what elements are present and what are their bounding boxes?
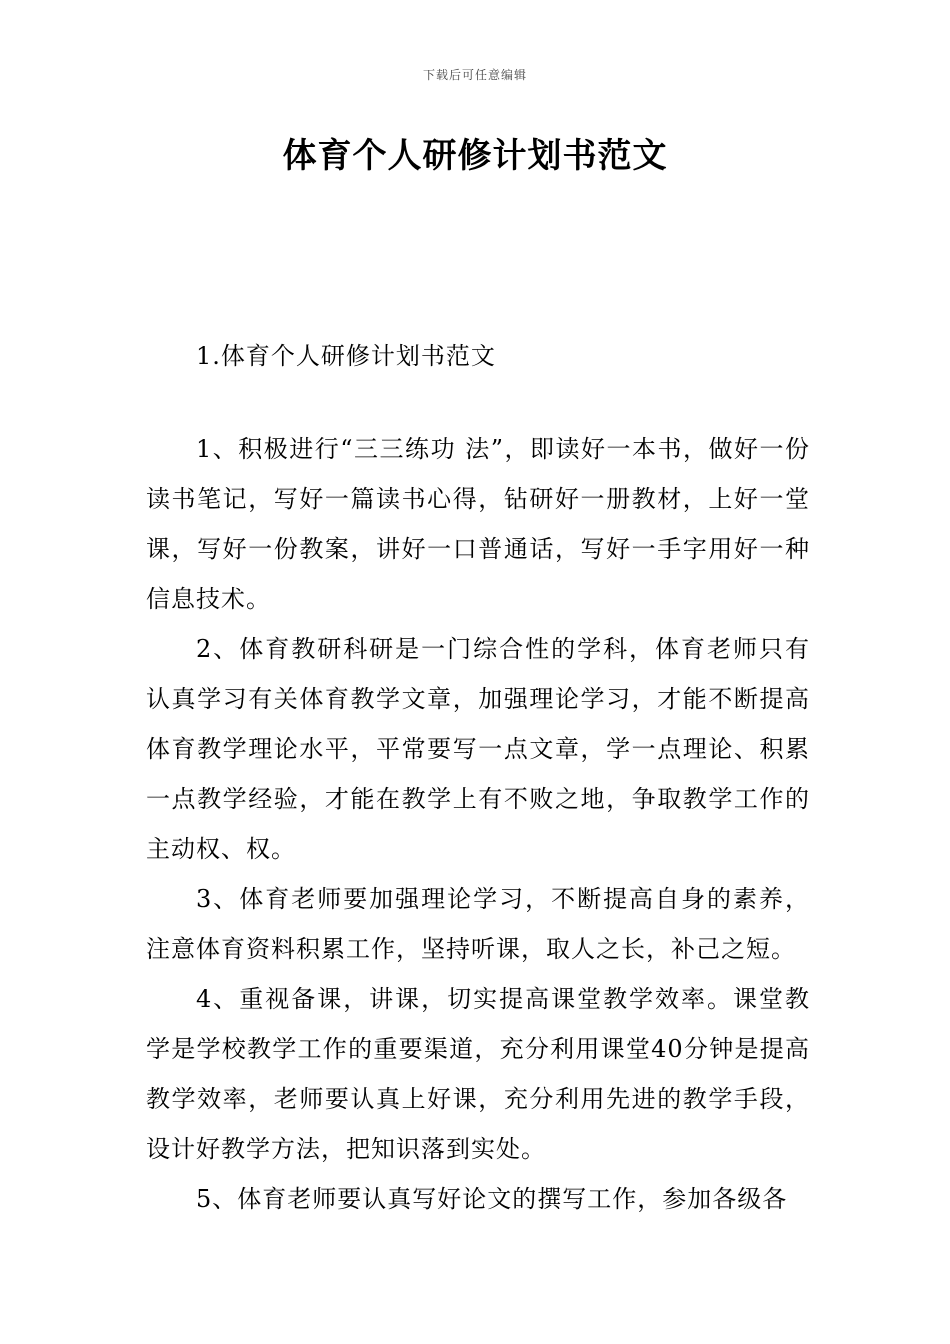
document-title: 体育个人研修计划书范文 bbox=[282, 136, 668, 176]
body-text bbox=[146, 424, 810, 1224]
paragraph-4: 4、重视备课，讲课，切实提高课堂教学效率。课堂教学是学校教学工作的重要渠道，充分利用课堂40分钟是提高教学效率，老师要认真上好课，充分利用先进的教学手段，设计好教学方法，把知识落到实处。 bbox=[146, 985, 810, 1163]
header-note: 下载后可任意编辑 bbox=[422, 68, 527, 82]
paragraph-5: 5、体育老师要认真写好论文的撰写工作，参加各级各 bbox=[196, 1185, 788, 1213]
paragraph-3: 3、体育老师要加强理论学习，不断提高自身的素养，注意体育资料积累工作，坚持听课，取人之长，补己之短。 bbox=[146, 885, 810, 963]
section-heading: 1.体育个人研修计划书范文 bbox=[196, 342, 496, 370]
paragraph-2: 2、体育教研科研是一门综合性的学科，体育老师只有认真学习有关体育教学文章，加强理论学习，才能不断提高体育教学理论水平，平常要写一点文章，学一点理论、积累一点教学经验，才能在教学上有不败之地，争取教学工作的主动权、权。 bbox=[146, 635, 810, 863]
paragraph-1: 1、积极进行“三三练功 法”，即读好一本书，做好一份读书笔记，写好一篇读书心得，钻研好一册教材，上好一堂课，写好一份教案，讲好一口普通话，写好一手字用好一种信息技术。 bbox=[146, 435, 810, 613]
